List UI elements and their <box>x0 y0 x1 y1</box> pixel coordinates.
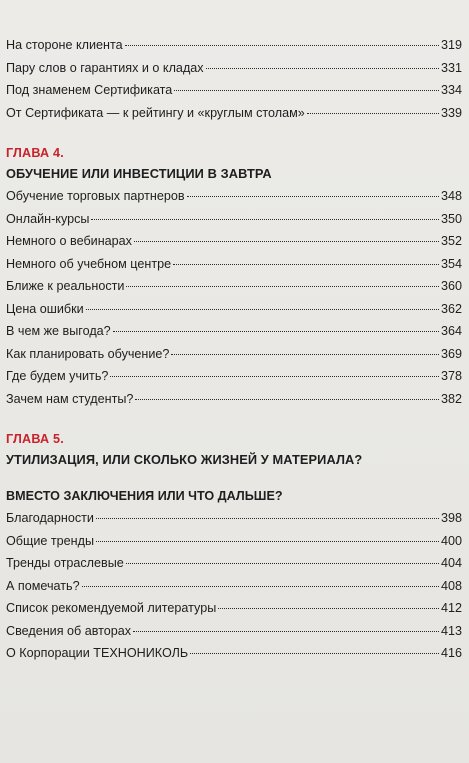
dot-leader <box>96 541 439 542</box>
chapter-title: УТИЛИЗАЦИЯ, ИЛИ СКОЛЬКО ЖИЗНЕЙ У МАТЕРИАЛА? <box>6 452 363 467</box>
toc-entry-page: 413 <box>440 623 462 638</box>
spacer <box>6 471 462 485</box>
toc-entry-page: 331 <box>440 60 462 75</box>
dot-leader <box>134 241 439 242</box>
toc-entry-title: На стороне клиента <box>6 38 123 52</box>
chapter-5 <box>6 429 462 471</box>
toc-entry-title: Сведения об авторах <box>6 623 132 638</box>
toc-entry-page: 354 <box>440 256 462 271</box>
toc-entry-page: 364 <box>440 324 462 338</box>
toc-entry-page: 334 <box>440 83 462 97</box>
toc-entry-title: Благодарности <box>6 511 94 525</box>
toc-entry-title: В чем же выгода? <box>6 324 111 338</box>
toc-entry <box>6 298 462 321</box>
toc-entry-title: Онлайн-курсы <box>6 211 90 226</box>
toc-entry <box>6 343 462 366</box>
toc-entry-page: 416 <box>440 646 462 660</box>
toc-entry-page: 348 <box>440 189 462 203</box>
toc-entry <box>6 507 462 530</box>
toc-entry <box>6 208 462 231</box>
conclusion-section <box>6 485 462 665</box>
toc-entry-title: Пару слов о гарантиях и о кладах <box>6 60 204 75</box>
toc-entry <box>6 230 462 253</box>
toc-entry-page: 400 <box>440 533 462 548</box>
section-title: ВМЕСТО ЗАКЛЮЧЕНИЯ ИЛИ ЧТО ДАЛЬШЕ? <box>6 489 283 503</box>
toc-entry-page: 362 <box>440 301 462 316</box>
chapter-4 <box>6 143 462 410</box>
toc-entry-title: Немного об учебном центре <box>6 256 172 271</box>
toc-entry <box>6 79 462 102</box>
toc-entry <box>6 597 462 620</box>
toc-entry-page: 350 <box>440 211 462 226</box>
dot-leader <box>174 90 439 91</box>
dot-leader <box>133 631 439 632</box>
toc-entry-title: От Сертификата — к рейтингу и «круглым столам» <box>6 105 305 120</box>
toc-entry-title: О Корпорации ТЕХНОНИКОЛЬ <box>6 646 189 660</box>
dot-leader <box>86 309 439 310</box>
dot-leader <box>91 219 439 220</box>
toc-entry <box>6 642 462 665</box>
chapter-label: ГЛАВА 5. <box>6 432 64 446</box>
chapter-title: ОБУЧЕНИЕ ИЛИ ИНВЕСТИЦИИ В ЗАВТРА <box>6 166 272 181</box>
dot-leader <box>307 113 439 114</box>
toc-entry <box>6 34 462 57</box>
toc-entry-title: Список рекомендуемой литературы <box>6 601 217 615</box>
toc-entry <box>6 185 462 208</box>
toc-entry-title: Ближе к реальности <box>6 279 125 293</box>
spacer <box>6 410 462 429</box>
top-entries <box>6 34 462 124</box>
toc-entry-page: 360 <box>440 279 462 293</box>
toc-entry-page: 339 <box>440 105 462 120</box>
toc-entry-page: 378 <box>440 369 462 383</box>
toc-entry-page: 408 <box>440 578 462 593</box>
table-of-contents <box>6 34 462 665</box>
toc-entry-title: Немного о вебинарах <box>6 234 132 248</box>
dot-leader <box>171 354 439 355</box>
toc-entry-title: Как планировать обучение? <box>6 346 170 361</box>
toc-entry-page: 352 <box>440 234 462 248</box>
toc-entry-page: 319 <box>440 38 462 52</box>
dot-leader <box>110 376 439 377</box>
dot-leader <box>218 608 439 609</box>
dot-leader <box>126 286 439 287</box>
toc-entry <box>6 575 462 598</box>
toc-entry-title: Цена ошибки <box>6 301 84 316</box>
toc-entry-page: 412 <box>440 601 462 615</box>
dot-leader <box>135 399 439 400</box>
toc-entry <box>6 320 462 343</box>
toc-entry <box>6 552 462 575</box>
dot-leader <box>113 331 439 332</box>
toc-entry-title: Общие тренды <box>6 533 95 548</box>
toc-entry-title: Тренды отраслевые <box>6 556 124 570</box>
chapter-label: ГЛАВА 4. <box>6 146 64 160</box>
dot-leader <box>125 45 439 46</box>
spacer <box>6 124 462 143</box>
dot-leader <box>96 518 439 519</box>
toc-entry-title: Под знаменем Сертификата <box>6 83 173 97</box>
toc-entry <box>6 365 462 388</box>
toc-entry-title: А помечать? <box>6 578 80 593</box>
dot-leader <box>82 586 439 587</box>
toc-entry-page: 404 <box>440 556 462 570</box>
toc-entry-title: Обучение торговых партнеров <box>6 189 185 203</box>
toc-entry <box>6 57 462 80</box>
toc-entry-title: Где будем учить? <box>6 369 109 383</box>
toc-entry-page: 398 <box>440 511 462 525</box>
dot-leader <box>187 196 439 197</box>
toc-entry <box>6 102 462 125</box>
toc-entry <box>6 253 462 276</box>
toc-entry-page: 382 <box>440 391 462 406</box>
dot-leader <box>190 653 439 654</box>
dot-leader <box>173 264 439 265</box>
toc-entry-title: Зачем нам студенты? <box>6 391 134 406</box>
toc-entry <box>6 388 462 411</box>
dot-leader <box>206 68 439 69</box>
toc-entry <box>6 530 462 553</box>
dot-leader <box>126 563 439 564</box>
toc-entry <box>6 275 462 298</box>
toc-entry <box>6 620 462 643</box>
toc-entry-page: 369 <box>440 346 462 361</box>
